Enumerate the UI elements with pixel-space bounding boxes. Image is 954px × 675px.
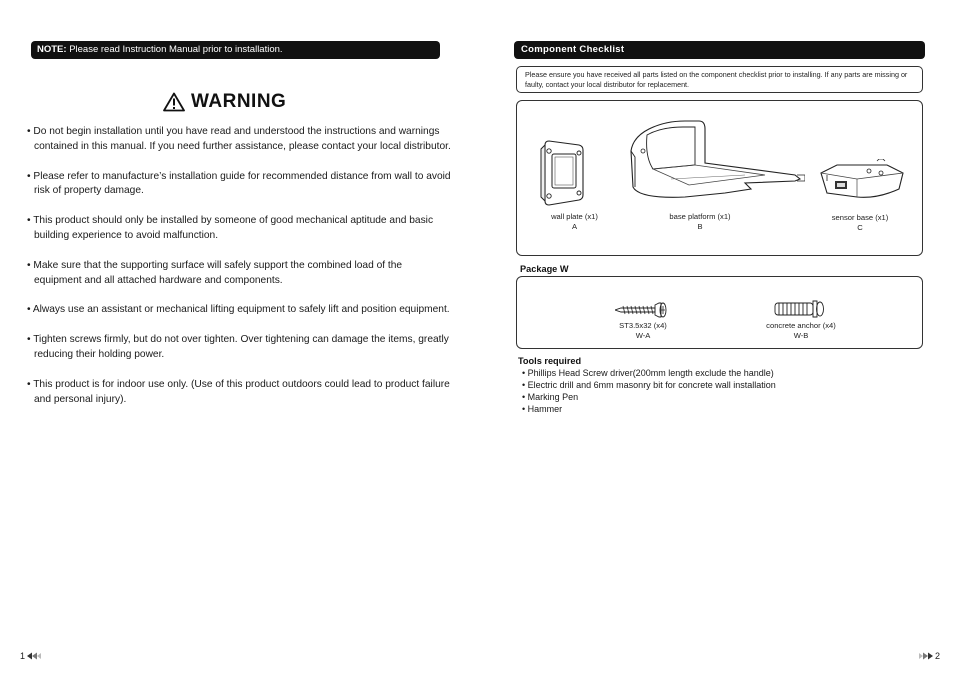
tool-item: • Phillips Head Screw driver(200mm length exclude the handle) bbox=[522, 368, 774, 378]
warning-item: • Please refer to manufacture’s installation guide for recommended distance from wall to avoid risk of property damage. bbox=[27, 170, 451, 197]
warning-item: • This product should only be installed by someone of good mechanical aptitude and basic building experience to avoid malfunction. bbox=[27, 215, 434, 241]
screw-icon bbox=[615, 301, 669, 319]
package-item-b-code: W-B bbox=[793, 331, 809, 340]
component-checklist-bar: Component Checklist bbox=[514, 41, 925, 59]
package-item-b-name: concrete anchor (x4) bbox=[766, 321, 836, 330]
part-a-code: A bbox=[571, 222, 578, 231]
package-item-b-caption bbox=[753, 321, 849, 341]
sensor-base-illustration bbox=[817, 159, 907, 201]
part-c-code: C bbox=[857, 223, 863, 232]
part-a-caption bbox=[537, 212, 612, 232]
part-c-caption bbox=[820, 213, 900, 233]
tools-required-title: Tools required bbox=[518, 356, 582, 366]
warning-item: • This product is for indoor use only. (Use of this product outdoors could lead to product failure and personal injury). bbox=[27, 378, 450, 405]
tool-item: • Marking Pen bbox=[522, 392, 579, 402]
warning-item: • Do not begin installation until you have read and understood the instructions and warnings contained in this manual. If you need further assistance, please contact your local distributor. bbox=[27, 126, 451, 152]
package-item-a-caption bbox=[605, 321, 681, 341]
parts-panel bbox=[516, 100, 923, 256]
part-b-caption bbox=[660, 212, 740, 232]
forward-arrows-icon bbox=[919, 652, 933, 660]
warning-item: • Always use an assistant or mechanical lifting equipment to safely lift and position equipment. bbox=[27, 304, 450, 316]
package-item-a-code: W-A bbox=[635, 331, 651, 340]
page-number-right bbox=[919, 651, 940, 661]
tool-item: • Hammer bbox=[522, 404, 563, 414]
warning-heading bbox=[163, 88, 286, 116]
note-label: NOTE: bbox=[37, 44, 67, 55]
warning-title: WARNING bbox=[191, 91, 287, 112]
part-a-name: wall plate (x1) bbox=[551, 212, 598, 221]
part-b-code: B bbox=[697, 222, 703, 231]
checklist-info-box: Please ensure you have received all parts listed on the component checklist prior to installing. If any parts are missing or faulty, contact your local distributor for replacement. bbox=[516, 66, 923, 93]
note-bar bbox=[31, 41, 440, 59]
part-c-name: sensor base (x1) bbox=[831, 213, 889, 222]
tool-item: • Electric drill and 6mm masonry bit for concrete wall installation bbox=[522, 380, 776, 390]
warning-list bbox=[27, 125, 452, 422]
concrete-anchor-icon bbox=[773, 299, 825, 319]
wall-plate-illustration bbox=[539, 139, 585, 207]
warning-item: • Make sure that the supporting surface will safely support the combined load of the equipment and all attached hardware and components. bbox=[27, 259, 403, 286]
page-number-left bbox=[20, 651, 41, 661]
tools-list bbox=[522, 367, 776, 415]
package-w-title: Package W bbox=[520, 264, 569, 274]
part-b-name: base platform (x1) bbox=[669, 212, 731, 221]
page-number: 2 bbox=[935, 651, 941, 661]
base-platform-illustration bbox=[625, 117, 805, 201]
package-item-a-name: ST3.5x32 (x4) bbox=[619, 321, 667, 330]
warning-item: • Tighten screws firmly, but do not over tighten. Over tightening can damage the items, greatly reducing their holding power. bbox=[27, 334, 449, 360]
page-number: 1 bbox=[20, 651, 26, 661]
package-panel bbox=[516, 276, 923, 349]
warning-triangle-icon bbox=[163, 92, 185, 112]
note-text: Please read Instruction Manual prior to installation. bbox=[66, 44, 283, 55]
back-arrows-icon bbox=[27, 652, 41, 660]
